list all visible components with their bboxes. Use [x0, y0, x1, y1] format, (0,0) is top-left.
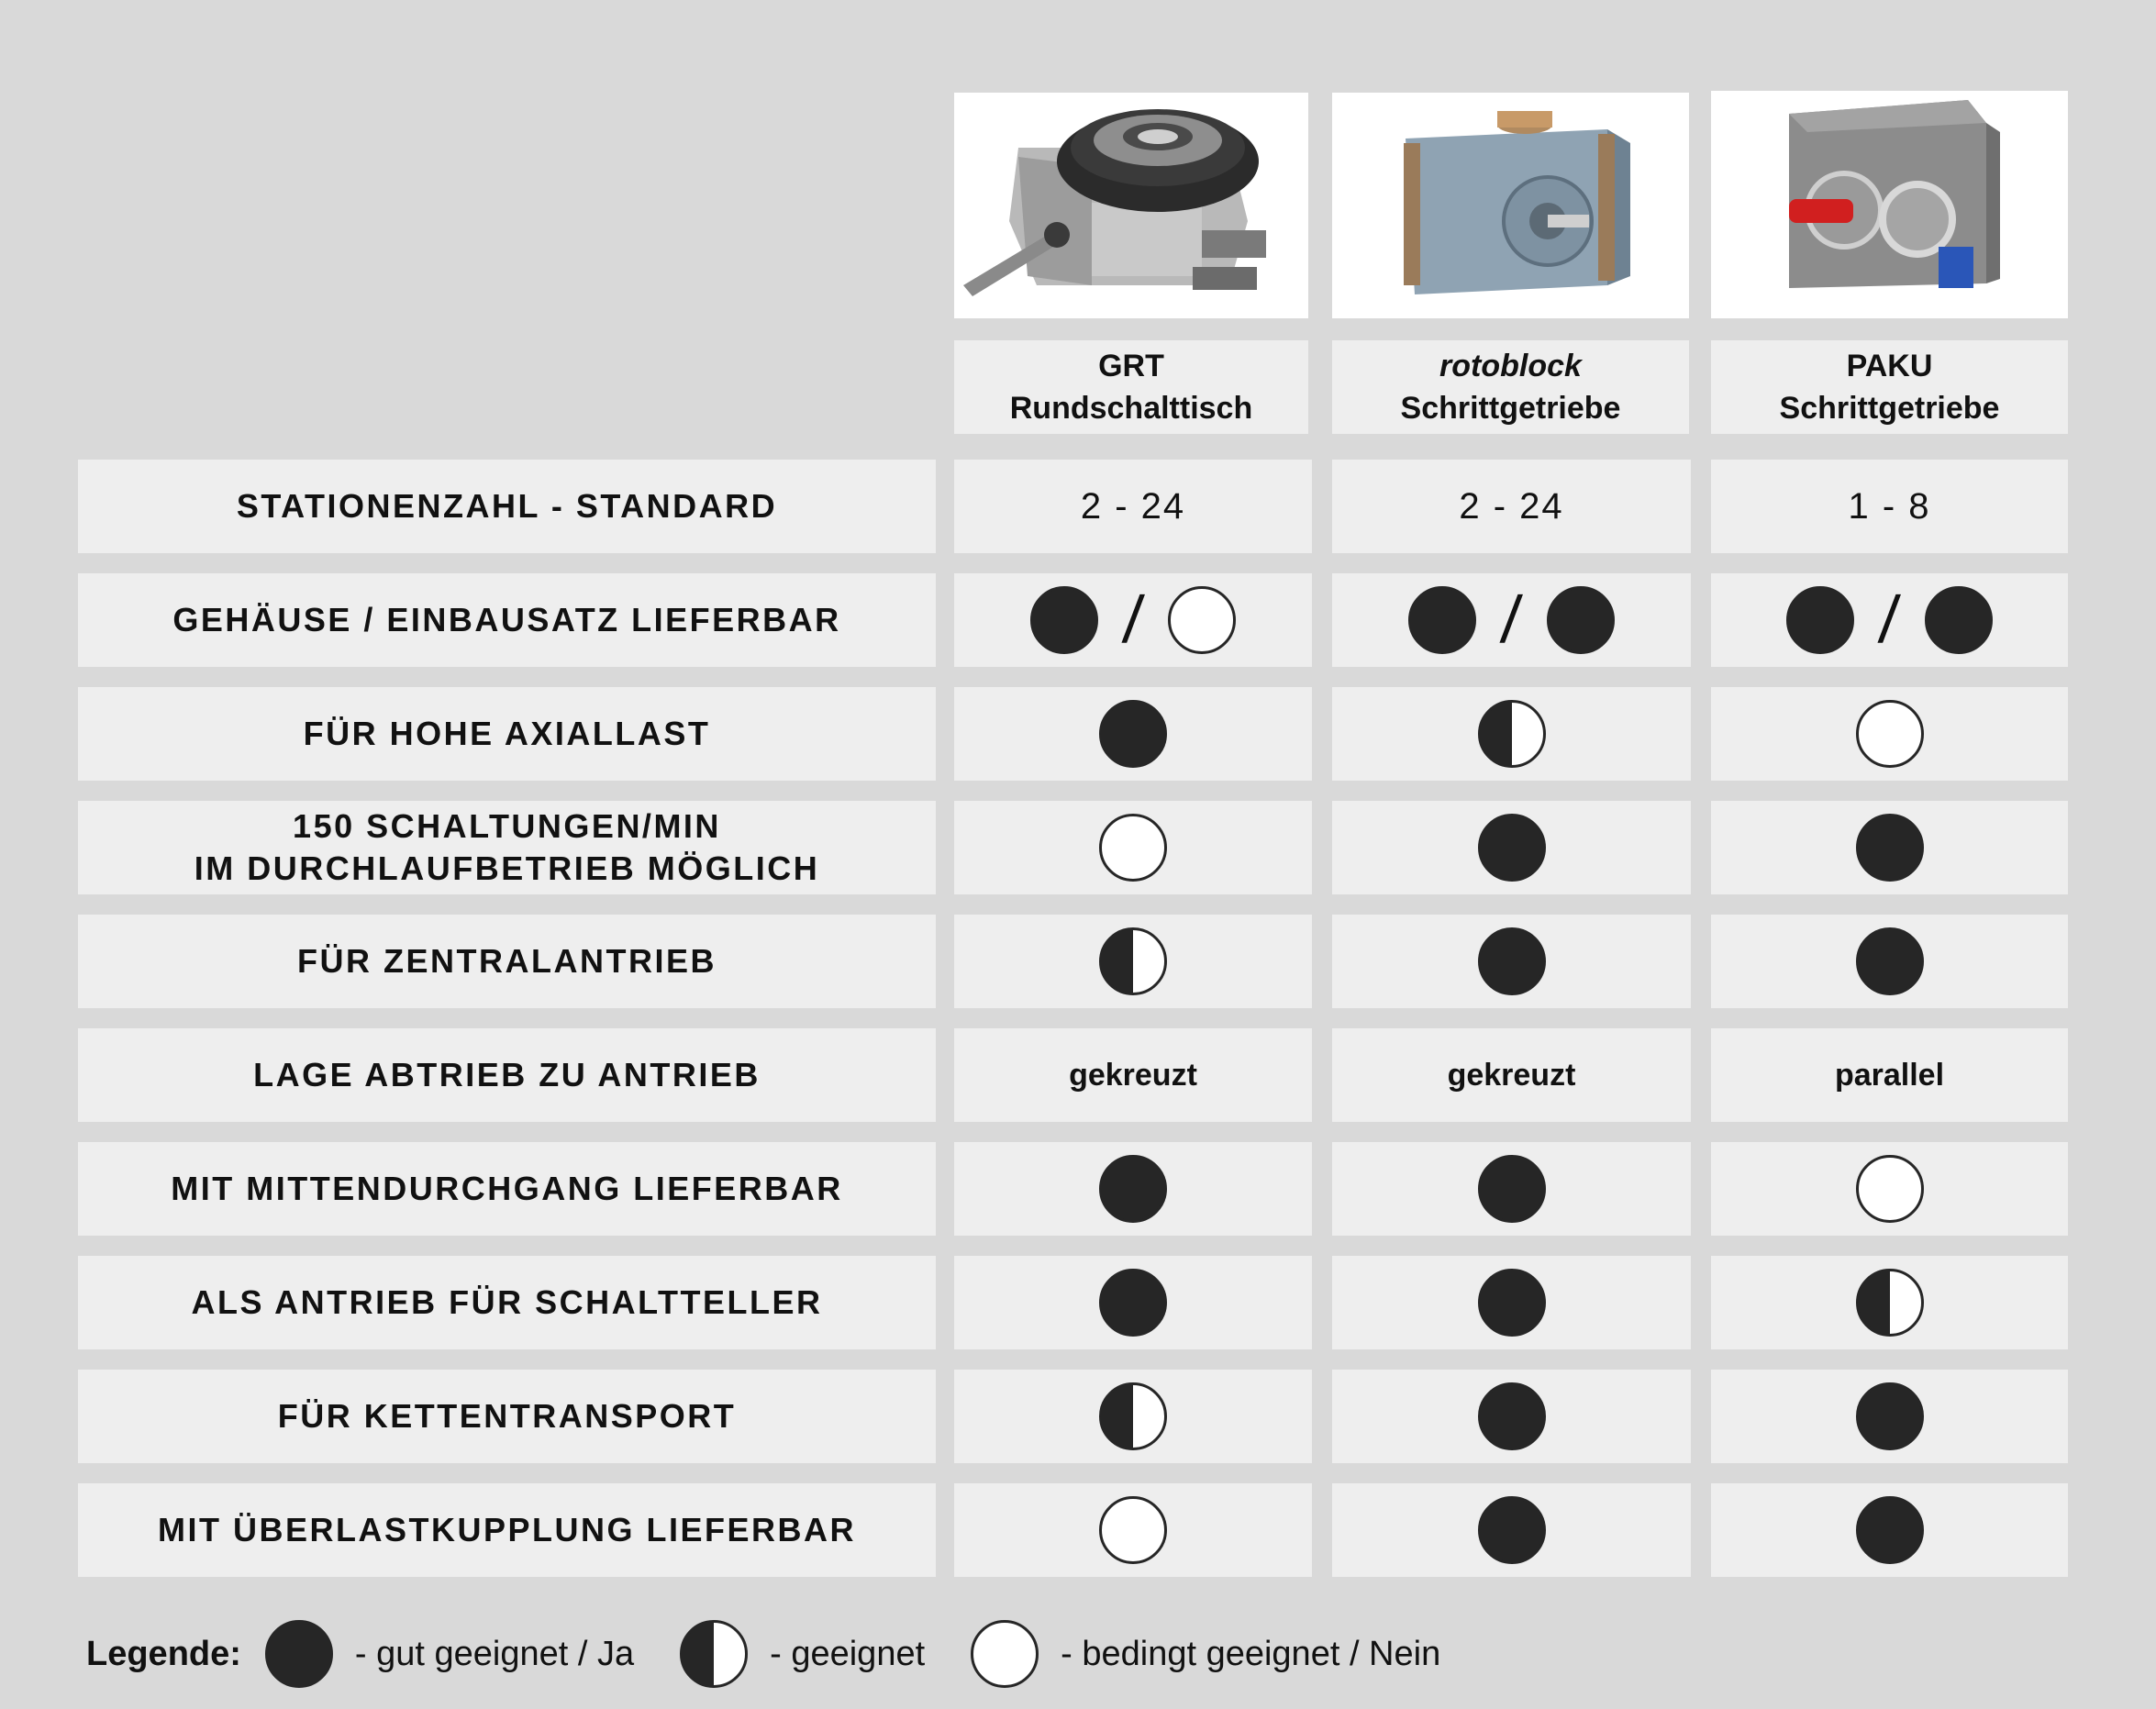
full-circle-icon [1099, 1269, 1167, 1337]
half-circle-icon [680, 1620, 748, 1688]
value-cell [954, 687, 1312, 781]
slash-separator: / [1119, 583, 1147, 657]
value-cell [954, 1370, 1312, 1463]
row-label-axiallast: FÜR HOHE AXIALLAST [78, 687, 936, 781]
value-cell [1332, 687, 1691, 781]
product-name-line2: Rundschalttisch [1009, 391, 1253, 426]
empty-circle-icon [1168, 586, 1236, 654]
value-cell [1332, 915, 1691, 1008]
full-circle-icon [1547, 586, 1615, 654]
row-label-zentralantrieb: FÜR ZENTRALANTRIEB [78, 915, 936, 1008]
row-label-ueberlastkupplung: MIT ÜBERLASTKUPPLUNG LIEFERBAR [78, 1483, 936, 1577]
value-cell [1332, 1370, 1691, 1463]
empty-circle-icon [1099, 814, 1167, 882]
full-circle-icon [1478, 814, 1546, 882]
product-name-paku [1711, 340, 2068, 434]
half-circle-icon [1478, 700, 1546, 768]
value-cell: parallel [1711, 1028, 2068, 1122]
full-circle-icon [1478, 927, 1546, 995]
value-cell [954, 1483, 1312, 1577]
value-cell [1711, 801, 2068, 894]
empty-circle-icon [1099, 1496, 1167, 1564]
slash-separator: / [1876, 583, 1903, 657]
legend-half-text: - geeignet [770, 1634, 926, 1673]
full-circle-icon [1856, 927, 1924, 995]
value-cell: gekreuzt [1332, 1028, 1691, 1122]
value-cell [1332, 1483, 1691, 1577]
slash-separator: / [1498, 583, 1525, 657]
product-name-grt [954, 340, 1308, 434]
row-label-kettentransport: FÜR KETTENTRANSPORT [78, 1370, 936, 1463]
row-label-stationenzahl: STATIONENZAHL - STANDARD [78, 460, 936, 553]
full-circle-icon [1856, 1496, 1924, 1564]
row-label-mittendurchgang: MIT MITTENDURCHGANG LIEFERBAR [78, 1142, 936, 1236]
row-label-gehaeuse: GEHÄUSE / EINBAUSATZ LIEFERBAR [78, 573, 936, 667]
row-label-line1: 150 SCHALTUNGEN/MIN [293, 807, 721, 845]
legend-title: Legende: [86, 1634, 241, 1673]
value-cell [1711, 1256, 2068, 1349]
value-cell: 1 - 8 [1711, 460, 2068, 553]
value-cell: gekreuzt [954, 1028, 1312, 1122]
legend-empty-text: - bedingt geeignet / Nein [1061, 1634, 1441, 1673]
legend-full-text: - gut geeignet / Ja [354, 1634, 635, 1673]
half-circle-icon [1099, 927, 1167, 995]
full-circle-icon [1099, 700, 1167, 768]
rotary-indexing-table-photo [954, 93, 1308, 318]
full-circle-icon [1030, 586, 1098, 654]
product-name-line1: PAKU [1846, 349, 1933, 383]
value-cell [1711, 1370, 2068, 1463]
value-cell [1711, 573, 2068, 667]
full-circle-icon [1856, 814, 1924, 882]
value-cell [954, 801, 1312, 894]
row-label-schaltungen [78, 801, 936, 894]
legend [86, 1617, 1486, 1691]
product-name-line2: Schrittgetriebe [1400, 391, 1621, 426]
empty-circle-icon [971, 1620, 1039, 1688]
full-circle-icon [1478, 1269, 1546, 1337]
product-name-line1: GRT [1098, 349, 1164, 383]
row-label-schaltteller: ALS ANTRIEB FÜR SCHALTTELLER [78, 1256, 936, 1349]
full-circle-icon [1925, 586, 1993, 654]
full-circle-icon [265, 1620, 333, 1688]
value-cell [1332, 1256, 1691, 1349]
full-circle-icon [1856, 1382, 1924, 1450]
empty-circle-icon [1856, 700, 1924, 768]
value-cell [1332, 801, 1691, 894]
empty-circle-icon [1856, 1155, 1924, 1223]
row-label-line2: IM DURCHLAUFBETRIEB MÖGLICH [194, 849, 820, 887]
value-cell [1711, 1483, 2068, 1577]
half-circle-icon [1856, 1269, 1924, 1337]
full-circle-icon [1478, 1382, 1546, 1450]
value-cell [1711, 1142, 2068, 1236]
half-circle-icon [1099, 1382, 1167, 1450]
value-cell [1332, 1142, 1691, 1236]
row-label-lage: LAGE ABTRIEB ZU ANTRIEB [78, 1028, 936, 1122]
full-circle-icon [1786, 586, 1854, 654]
indexing-gearbox-photo [1332, 93, 1689, 318]
value-cell [954, 1142, 1312, 1236]
value-cell [954, 1256, 1312, 1349]
value-cell [1332, 573, 1691, 667]
full-circle-icon [1478, 1155, 1546, 1223]
product-name-line2: Schrittgetriebe [1779, 391, 2000, 426]
value-cell: 2 - 24 [1332, 460, 1691, 553]
value-cell [954, 915, 1312, 1008]
value-cell: 2 - 24 [954, 460, 1312, 553]
value-cell [1711, 915, 2068, 1008]
product-name-rotoblock [1332, 340, 1689, 434]
full-circle-icon [1099, 1155, 1167, 1223]
full-circle-icon [1408, 586, 1476, 654]
full-circle-icon [1478, 1496, 1546, 1564]
parallel-indexer-photo [1711, 91, 2068, 318]
value-cell [954, 573, 1312, 667]
product-name-line1: rotoblock [1439, 349, 1582, 383]
value-cell [1711, 687, 2068, 781]
